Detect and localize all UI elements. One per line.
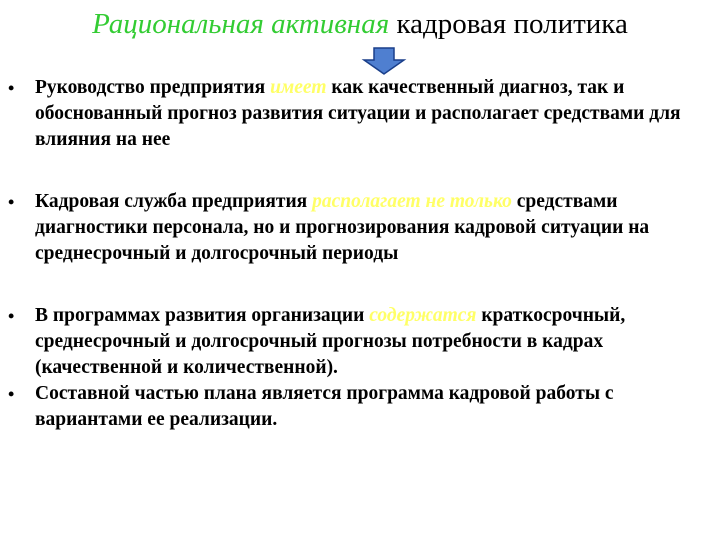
- bullet-item-2: [8, 189, 708, 267]
- bullet-dot-icon: •: [8, 78, 15, 98]
- bullet-item-3: [8, 303, 708, 381]
- bullet-3-text: В программах развития организации: [35, 305, 365, 326]
- title-rest: кадровая политика: [396, 8, 628, 40]
- title-accent: Рациональная активная: [92, 8, 390, 40]
- bullet-2-text: Кадровая служба предприятия: [35, 191, 308, 212]
- bullet-3-text-rest: краткосрочный, среднесрочный и долгосрочный прогнозы потребности в кадрах (качественной и количественной).: [35, 305, 626, 378]
- bullet-dot-icon: •: [8, 384, 15, 404]
- slide-title: [0, 6, 720, 42]
- bullet-1-highlight: имеет: [270, 77, 327, 98]
- bullet-item-4: [8, 381, 708, 433]
- bullet-1-text-rest: как качественный диагноз, так и обоснованный прогноз развития ситуации и располагает средствами для влияния на нее: [35, 77, 681, 150]
- bullet-4-text: Составной частью плана является программа кадровой работы с вариантами ее реализации.: [35, 383, 614, 430]
- bullet-item-1: [8, 75, 708, 153]
- bullet-1-text: Руководство предприятия: [35, 77, 266, 98]
- bullet-dot-icon: •: [8, 192, 15, 212]
- bullet-dot-icon: •: [8, 306, 15, 326]
- bullet-list: [8, 75, 708, 433]
- down-arrow-icon: [358, 46, 410, 76]
- bullet-3-highlight: содержатся: [369, 305, 477, 326]
- bullet-2-text-rest: средствами диагностики персонала, но и прогнозирования кадровой ситуации на среднесрочный и долгосрочный периоды: [35, 191, 650, 264]
- bullet-2-highlight: располагает не только: [312, 191, 512, 212]
